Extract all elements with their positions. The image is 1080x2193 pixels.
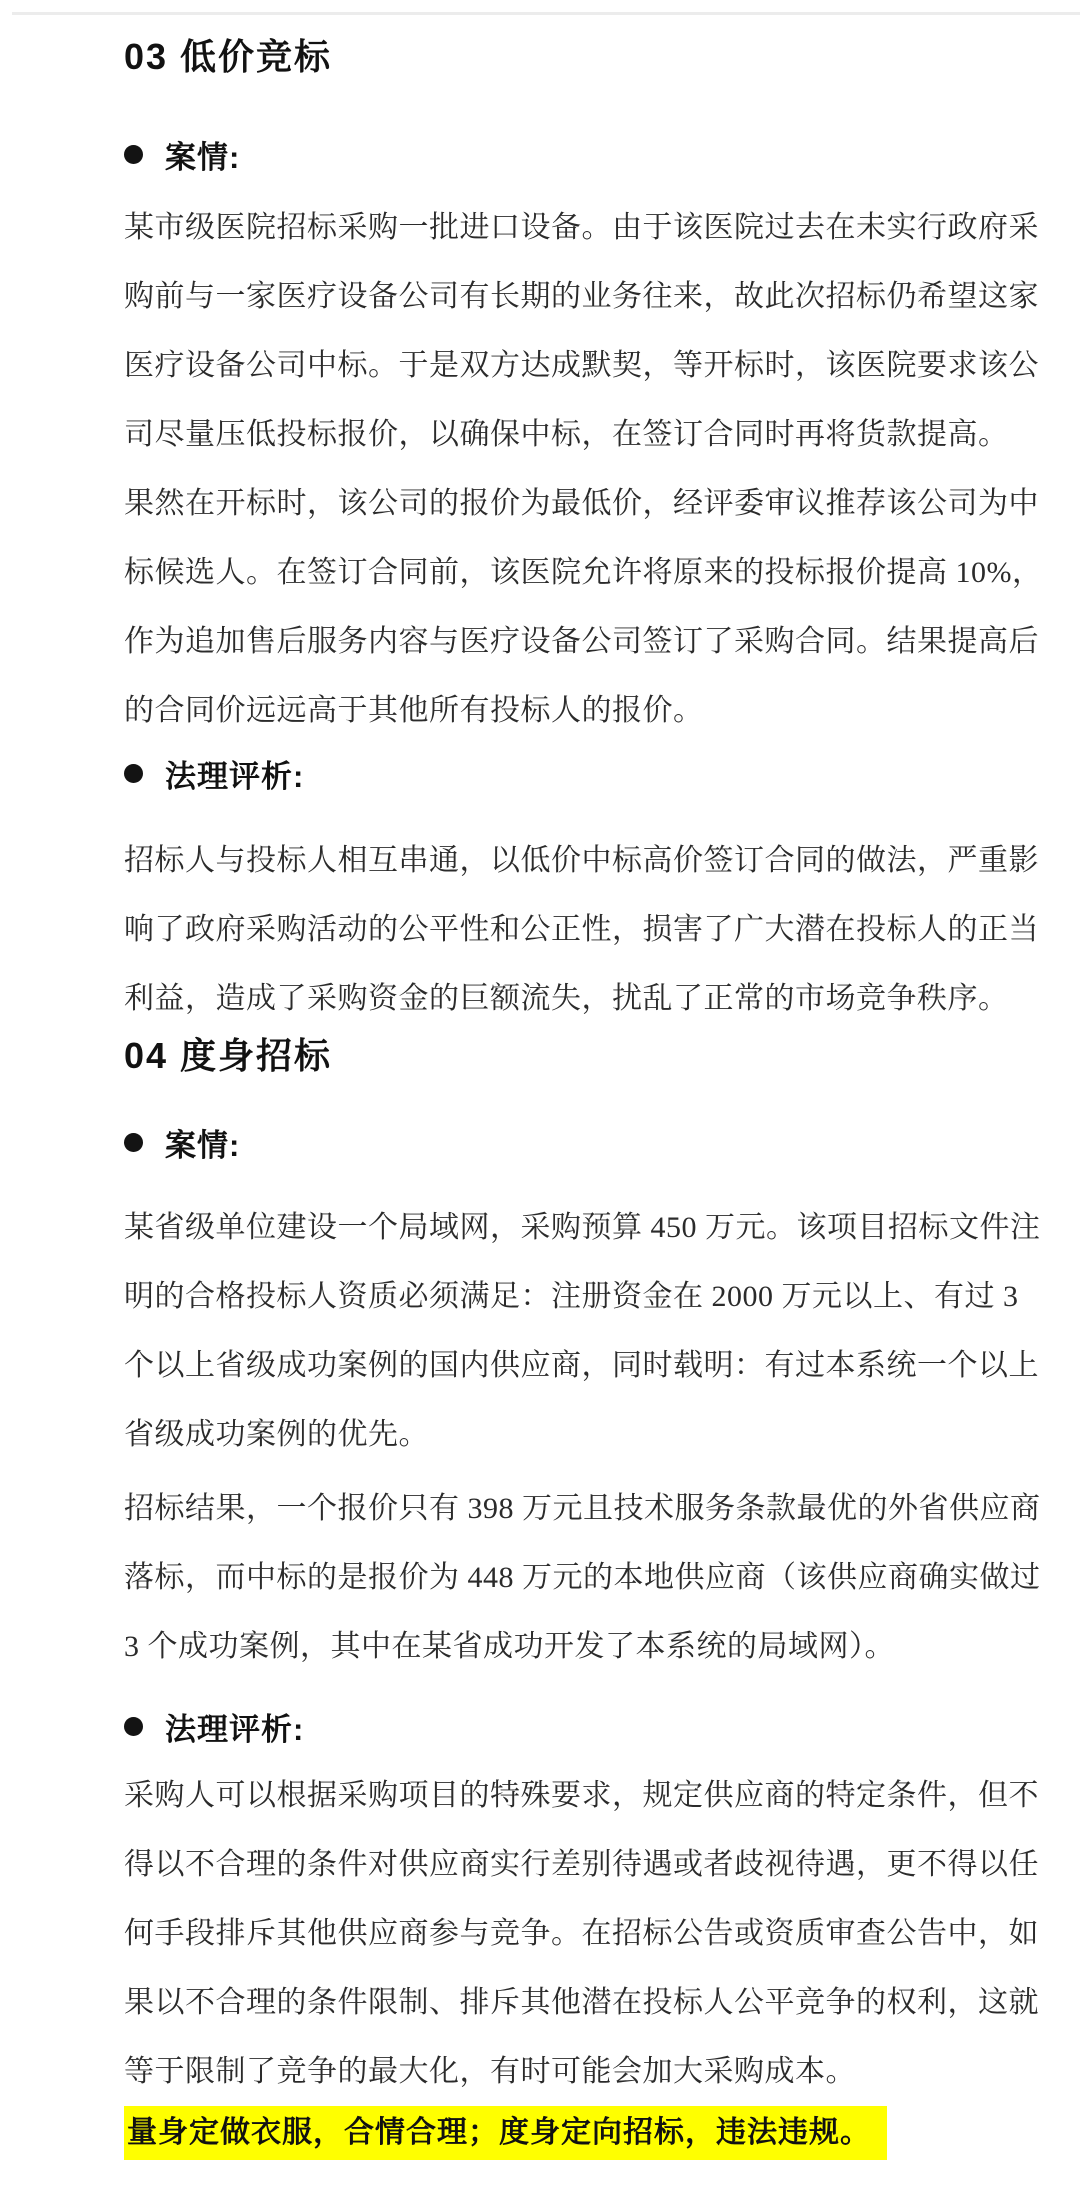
section-04-heading: 04 度身招标 xyxy=(124,1035,333,1076)
section-03-heading: 03 低价竞标 xyxy=(124,36,333,77)
section-04-case-heading-row xyxy=(124,1120,1028,1164)
section-04 xyxy=(124,1033,1041,2160)
section-04-analysis-label: 法理评析: xyxy=(165,1711,305,1747)
bullet-dot-icon xyxy=(124,145,143,164)
section-03-case-label: 案情: xyxy=(165,139,241,175)
text-line: 3 个成功案例，其中在某省成功开发了本系统的局域网）。 xyxy=(124,1630,895,1663)
text-line: 省级成功案例的优先。 xyxy=(124,1418,429,1451)
text-line: 明的合格投标人资质必须满足：注册资金在 2000 万元以上、有过 3 xyxy=(124,1280,1019,1313)
text-line: 司尽量压低投标报价，以确保中标，在签订合同时再将货款提高。 xyxy=(124,418,1009,451)
text-line: 得以不合理的条件对供应商实行差别待遇或者歧视待遇，更不得以任 xyxy=(124,1848,1039,1881)
section-03-analysis-label: 法理评析: xyxy=(165,758,305,794)
text-line: 何手段排斥其他供应商参与竞争。在招标公告或资质审查公告中，如 xyxy=(124,1917,1039,1950)
text-line: 落标，而中标的是报价为 448 万元的本地供应商（该供应商确实做过 xyxy=(124,1561,1041,1594)
text-line: 医疗设备公司中标。于是双方达成默契，等开标时，该医院要求该公 xyxy=(124,349,1039,382)
section-04-case-paragraph-1 xyxy=(124,1193,1041,1469)
text-line: 某省级单位建设一个局域网，采购预算 450 万元。该项目招标文件注 xyxy=(124,1211,1041,1244)
top-divider xyxy=(12,12,1080,15)
text-line: 招标结果，一个报价只有 398 万元且技术服务条款最优的外省供应商 xyxy=(124,1492,1041,1525)
section-04-analysis-paragraph xyxy=(124,1761,1039,2106)
highlighted-conclusion: 量身定做衣服，合情合理；度身定向招标，违法违规。 xyxy=(124,2106,887,2160)
bullet-dot-icon xyxy=(124,1133,143,1152)
text-line: 等于限制了竞争的最大化，有时可能会加大采购成本。 xyxy=(124,2055,856,2088)
text-line: 利益，造成了采购资金的巨额流失，扰乱了正常的市场竞争秩序。 xyxy=(124,982,1009,1015)
text-line: 果然在开标时，该公司的报价为最低价，经评委审议推荐该公司为中 xyxy=(124,487,1039,520)
section-04-case-label: 案情: xyxy=(165,1127,241,1163)
text-line: 购前与一家医疗设备公司有长期的业务往来，故此次招标仍希望这家 xyxy=(124,280,1039,313)
text-line: 某市级医院招标采购一批进口设备。由于该医院过去在未实行政府采 xyxy=(124,211,1039,244)
text-line: 响了政府采购活动的公平性和公正性，损害了广大潜在投标人的正当 xyxy=(124,913,1039,946)
text-line: 采购人可以根据采购项目的特殊要求，规定供应商的特定条件，但不 xyxy=(124,1779,1039,1812)
text-line: 标候选人。在签订合同前，该医院允许将原来的投标报价提高 10%， xyxy=(124,556,1043,589)
text-line: 的合同价远远高于其他所有投标人的报价。 xyxy=(124,694,704,727)
section-03-case-paragraph-2 xyxy=(124,469,1043,745)
text-line: 个以上省级成功案例的国内供应商，同时载明：有过本系统一个以上 xyxy=(124,1349,1039,1382)
section-04-analysis-heading-row xyxy=(124,1704,1028,1748)
section-04-case-paragraph-2 xyxy=(124,1474,1041,1681)
text-line: 作为追加售后服务内容与医疗设备公司签订了采购合同。结果提高后 xyxy=(124,625,1039,658)
section-03-case-paragraph-1 xyxy=(124,193,1039,469)
text-line: 招标人与投标人相互串通，以低价中标高价签订合同的做法，严重影 xyxy=(124,844,1039,877)
section-03-analysis-heading-row xyxy=(124,751,1028,795)
conclusion-row xyxy=(124,2106,1028,2160)
text-line: 果以不合理的条件限制、排斥其他潜在投标人公平竞争的权利，这就 xyxy=(124,1986,1039,2019)
bullet-dot-icon xyxy=(124,764,143,783)
section-03-analysis-paragraph xyxy=(124,826,1039,1033)
bullet-dot-icon xyxy=(124,1717,143,1736)
section-03-case-heading-row xyxy=(124,132,1028,176)
section-03 xyxy=(124,34,1043,1033)
